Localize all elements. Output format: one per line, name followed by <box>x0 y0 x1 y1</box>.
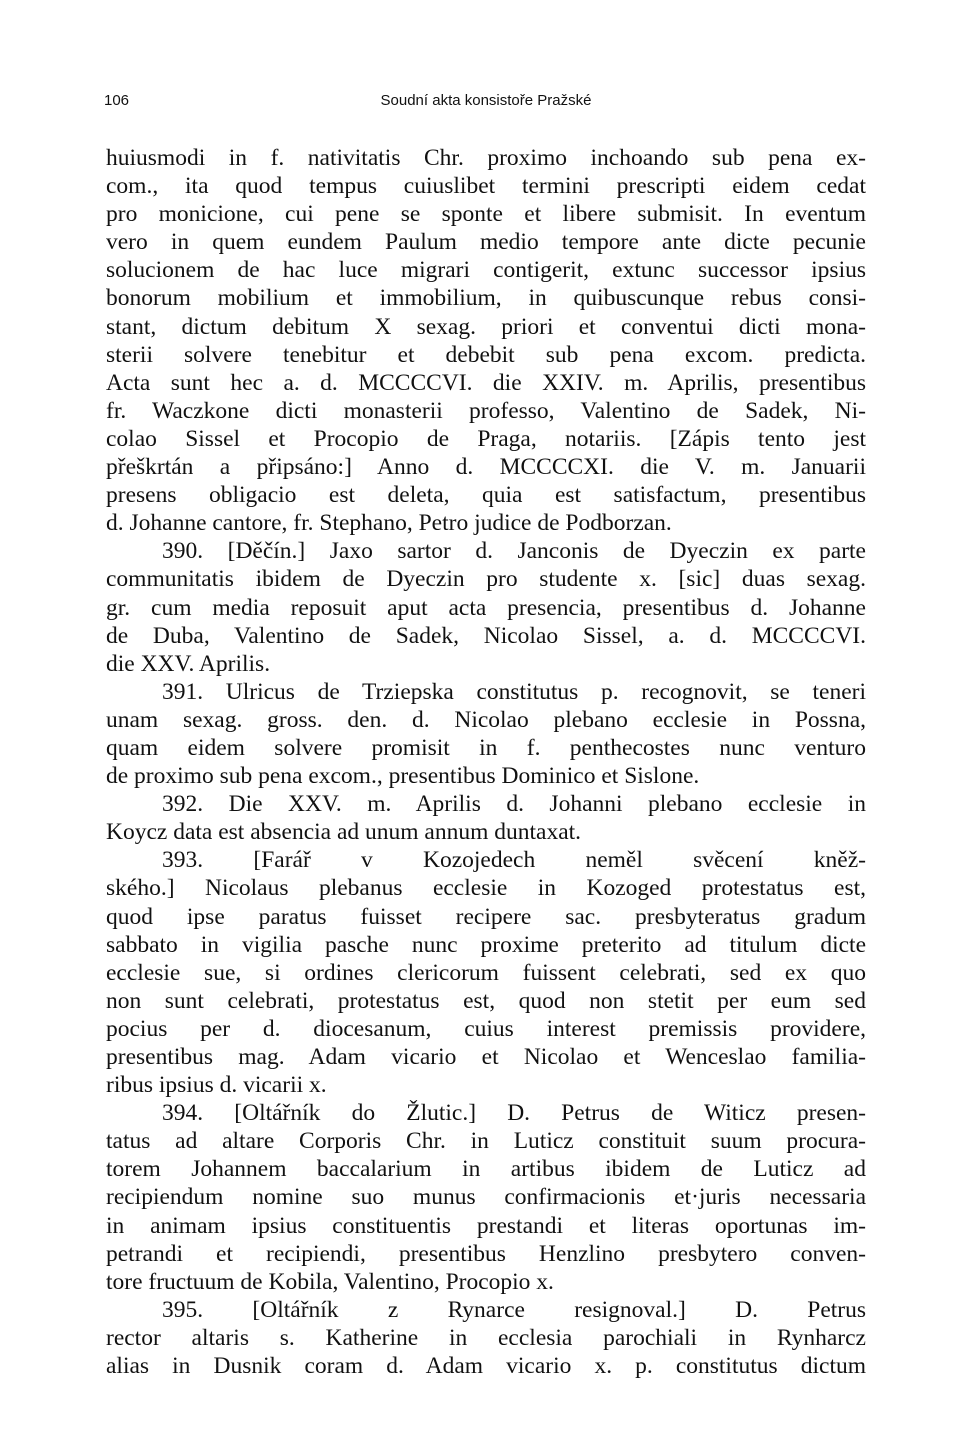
text-line: presentibus mag. Adam vicario et Nicolao et Wenceslao familia- <box>106 1044 866 1070</box>
text-line: presens obligacio est deleta, quia est satisfactum, presentibus <box>106 482 866 509</box>
page-number: 106 <box>104 92 130 109</box>
text-line: ského.] Nicolaus plebanus ecclesie in Kozoged protestatus est, <box>106 875 866 902</box>
text-line: alias in Dusnik coram d. Adam vicario x. p. constitutus dictum <box>106 1353 866 1380</box>
text-line: huiusmodi in f. nativitatis Chr. proximo inchoando sub pena ex- <box>106 145 866 171</box>
text-line: non sunt celebrati, protestatus est, quod non stetit per eum sed <box>106 987 866 1014</box>
entry-394-heading: 394. [Oltářník do Žlutic.] D. Petrus de Witicz presen- <box>162 1100 866 1127</box>
text-line: de proximo sub pena excom., presentibus Dominico et Sislone. <box>106 763 700 790</box>
text-line: colao Sissel et Procopio de Praga, notariis. [Zápis tento jest <box>106 425 866 452</box>
text-line: die XXV. Aprilis. <box>106 650 271 677</box>
text-line: d. Johanne cantore, fr. Stephano, Petro judice de Podborzan. <box>106 510 672 537</box>
text-line: torem Johannem baccalarium in artibus ibidem de Luticz ad <box>106 1156 866 1183</box>
text-line: pro monicione, cui pene se sponte et libere submisit. In eventum <box>106 201 866 228</box>
text-line: gr. cum media reposuit aput acta presencia, presentibus d. Johanne <box>106 594 866 621</box>
text-line: ribus ipsius d. vicarii x. <box>106 1072 327 1099</box>
text-line: quod ipse paratus fuisset recipere sac. presbyteratus gradum <box>106 903 866 930</box>
text-line: unam sexag. gross. den. d. Nicolao plebano ecclesie in Possna, <box>106 706 866 733</box>
text-line: solucionem de hac luce migrari contigerit, extunc successor ipsius <box>106 257 866 284</box>
entry-391-heading: 391. Ulricus de Trziepska constitutus p. recognovit, se teneri <box>162 678 866 705</box>
running-title: Soudní akta konsistoře Pražské <box>380 92 592 109</box>
text-line: sabbato in vigilia pasche nunc proxime preterito ad titulum dicte <box>106 931 866 958</box>
entry-390-heading: 390. [Děčín.] Jaxo sartor d. Janconis de Dyeczin ex parte <box>162 538 866 565</box>
text-line: recipiendum nomine suo munus confirmacionis et·juris necessaria <box>106 1184 866 1211</box>
entry-393-heading: 393. [Farář v Kozojedech neměl svěcení kněž- <box>162 847 866 874</box>
text-line: rector altaris s. Katherine in ecclesia parochiali in Rynharcz <box>106 1324 866 1351</box>
body-text <box>106 144 866 1380</box>
text-line: tore fructuum de Kobila, Valentino, Procopio x. <box>106 1268 554 1295</box>
text-line: tatus ad altare Corporis Chr. in Luticz constituit suum procura- <box>106 1128 866 1155</box>
text-line: communitatis ibidem de Dyeczin pro studente x. [sic] duas sexag. <box>106 566 866 593</box>
text-line: bonorum mobilium et immobilium, in quibuscunque rebus consi- <box>106 285 866 312</box>
entry-392-heading: 392. Die XXV. m. Aprilis d. Johanni plebano ecclesie in <box>162 791 866 818</box>
page-header <box>104 92 868 116</box>
text-line: stant, dictum debitum X sexag. priori et conventui dicti mona- <box>106 313 866 340</box>
text-line: com., ita quod tempus cuiuslibet termini prescripti eidem cedat <box>106 173 866 200</box>
text-line: Koycz data est absencia ad unum annum duntaxat. <box>106 819 582 846</box>
text-line: fr. Waczkone dicti monasterii professo, Valentino de Sadek, Ni- <box>106 397 866 424</box>
entry-395-heading: 395. [Oltářník z Rynarce resignoval.] D. Petrus <box>162 1296 866 1323</box>
text-line: quam eidem solvere promisit in f. penthecostes nunc venturo <box>106 734 866 761</box>
text-line: de Duba, Valentino de Sadek, Nicolao Sissel, a. d. MCCCCVI. <box>106 622 866 649</box>
text-line: sterii solvere tenebitur et debebit sub pena excom. predicta. <box>106 341 866 368</box>
text-line: in animam ipsius constituentis prestandi et literas oportunas im- <box>106 1212 866 1239</box>
text-line: pocius per d. diocesanum, cuius interest premissis providere, <box>106 1015 866 1042</box>
text-line: vero in quem eundem Paulum medio tempore ante dicte pecunie <box>106 229 866 256</box>
text-line: Acta sunt hec a. d. MCCCCVI. die XXIV. m. Aprilis, presentibus <box>106 369 866 396</box>
text-line: přeškrtán a připsáno:] Anno d. MCCCCXI. die V. m. Januarii <box>106 454 866 481</box>
text-line: ecclesie sue, si ordines clericorum fuissent celebrati, sed ex quo <box>106 959 866 986</box>
text-line: petrandi et recipiendi, presentibus Henzlino presbytero conven- <box>106 1240 866 1267</box>
